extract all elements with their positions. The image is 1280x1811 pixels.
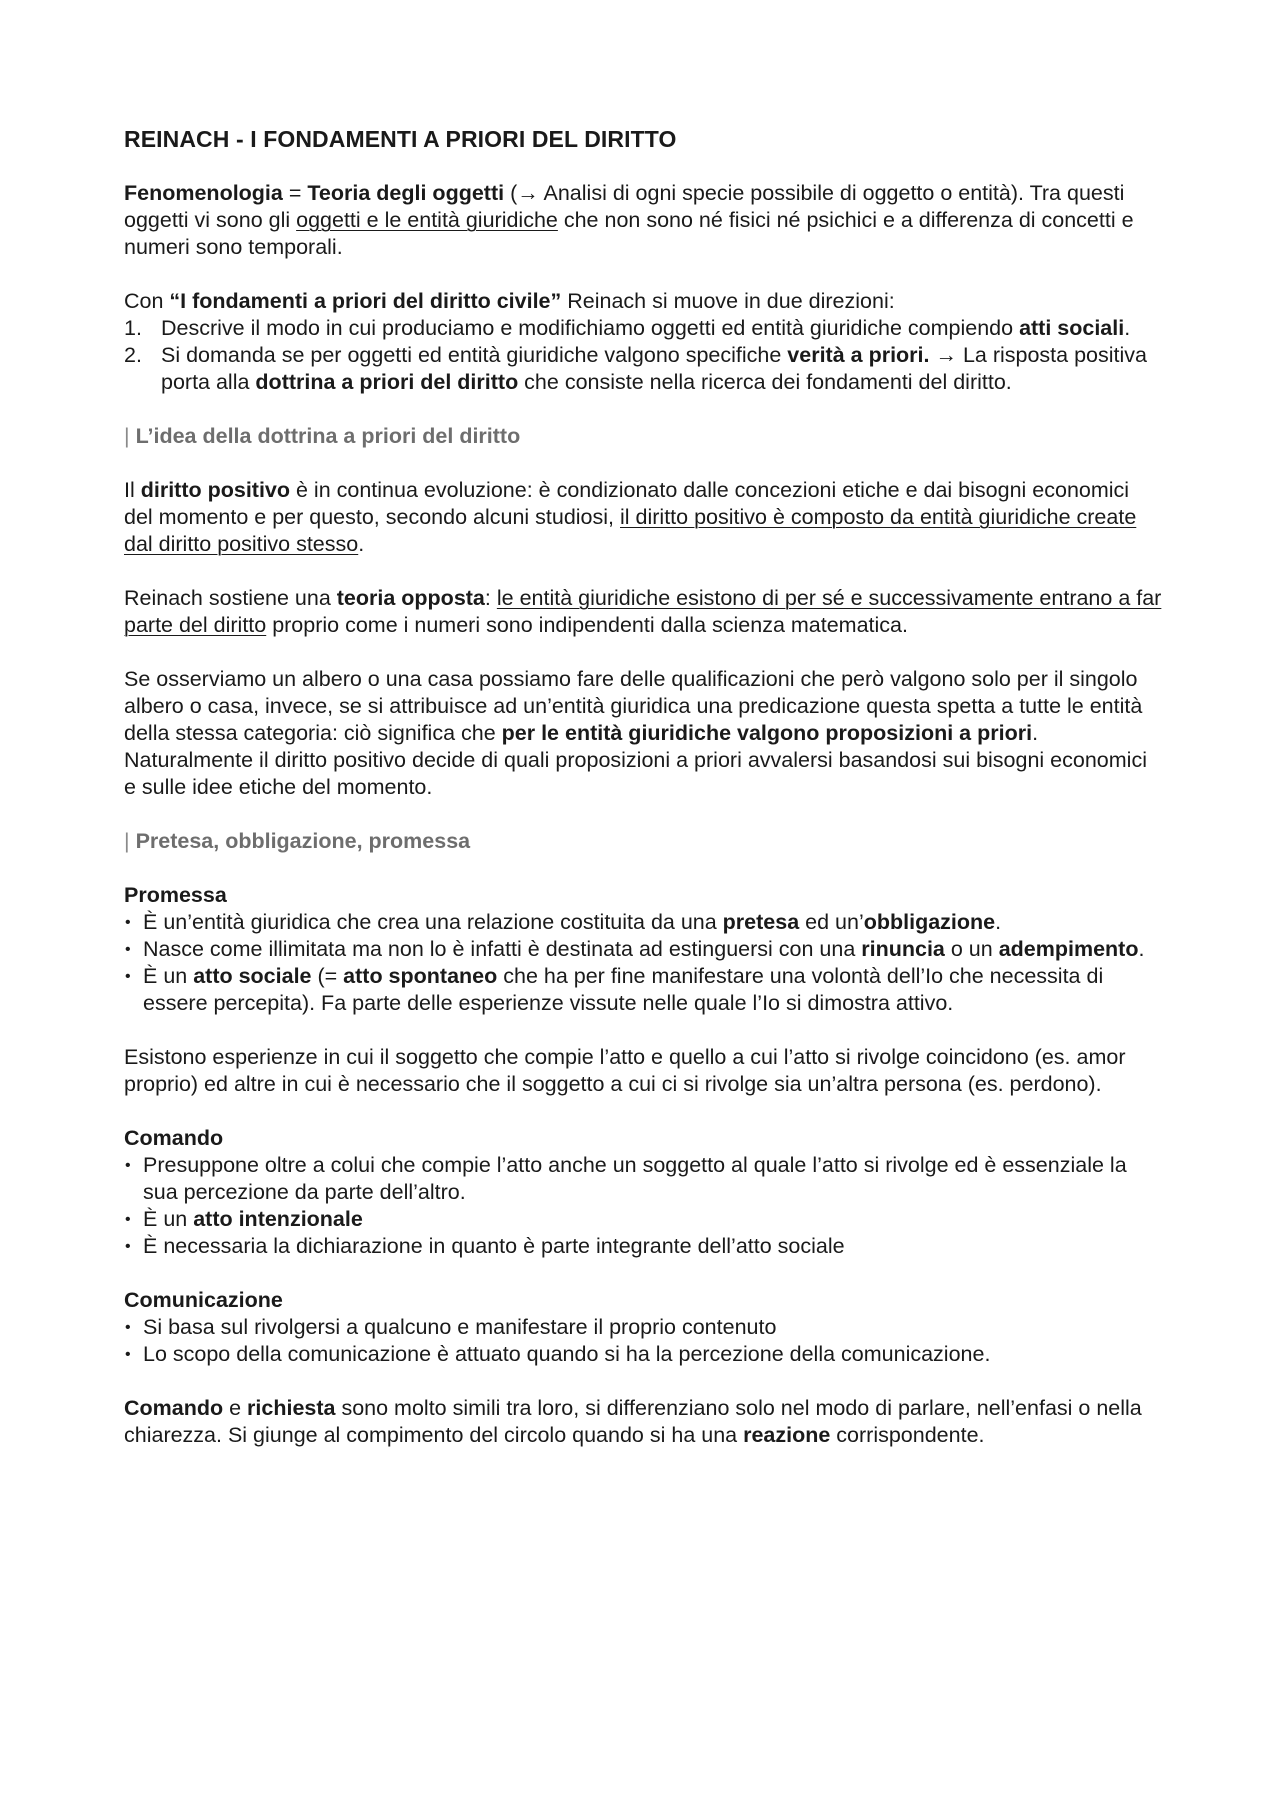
bold-term: verità a priori. [787, 343, 930, 367]
subsection-title-comando: Comando [124, 1126, 224, 1150]
bold-term: adempimento [998, 937, 1139, 961]
text: Reinach sostiene una [124, 586, 337, 610]
bold-term: richiesta [247, 1396, 336, 1420]
bold-term: atti sociali [1019, 316, 1125, 340]
text: → La risposta positiva porta alla [161, 343, 1147, 394]
bold-term: atto spontaneo [343, 964, 498, 988]
text: . [1124, 316, 1131, 340]
paragraph [124, 1395, 1162, 1449]
text: Si domanda se per oggetti ed entità giuridiche valgono specifiche [161, 343, 788, 367]
bullet-icon: • [125, 1211, 131, 1228]
bold-term: pretesa [722, 910, 800, 934]
underlined-phrase: le entità giuridiche esistono di per sé e successivamente entrano a far parte del diritto [124, 586, 1162, 637]
list-item [124, 909, 1162, 936]
term-fenomenologia: Fenomenologia [124, 181, 283, 205]
section-heading-text: Pretesa, obbligazione, promessa [135, 829, 471, 853]
underlined-phrase: il diritto positivo è composto da entità giuridiche create dal diritto positivo stesso [124, 505, 1137, 556]
text: ed un’ [799, 910, 864, 934]
text: Si basa sul rivolgersi a qualcuno e manifestare il proprio contenuto [143, 1315, 777, 1339]
paragraph [124, 477, 1162, 558]
text: Lo scopo della comunicazione è attuato quando si ha la percezione della comunicazione. [143, 1342, 991, 1366]
section-heading [124, 828, 1162, 855]
text: Presuppone oltre a colui che compie l’atto anche un soggetto al quale l’atto si rivolge ed è essenziale la sua percezione da parte dell’altro. [143, 1153, 1127, 1204]
list-item [124, 342, 1162, 396]
text: che consiste nella ricerca dei fondamenti del diritto. [518, 370, 1012, 394]
section-heading [124, 423, 1162, 450]
list-item [124, 1206, 1162, 1233]
section-heading-text: L’idea della dottrina a priori del diritto [135, 424, 521, 448]
bullet-icon: • [125, 968, 131, 985]
text: È un [143, 1207, 194, 1231]
book-title: “I fondamenti a priori del diritto civile” [169, 289, 562, 313]
directions-list [124, 315, 1162, 396]
list-item [124, 1341, 1162, 1368]
text: È necessaria la dichiarazione in quanto è parte integrante dell’atto sociale [143, 1234, 845, 1258]
list-item [124, 315, 1162, 342]
comando-list [124, 1152, 1162, 1260]
bold-term: obbligazione [863, 910, 996, 934]
promessa-list [124, 909, 1162, 1017]
bold-term: reazione [743, 1423, 831, 1447]
bold-term: dottrina a priori del diritto [255, 370, 519, 394]
text: corrispondente. [830, 1423, 985, 1447]
paragraph: Esistono esperienze in cui il soggetto che compie l’atto e quello a cui l’atto si rivolge coincidono (es. amor proprio) ed altre in cui è necessario che il soggetto a cui ci si rivolge sia un’altra persona (es. perdono). [124, 1045, 1126, 1096]
bullet-icon: • [125, 1346, 131, 1363]
text: Nasce come illimitata ma non lo è infatti è destinata ad estinguersi con una [143, 937, 862, 961]
list-item [124, 1233, 1162, 1260]
subsection-title-comunicazione: Comunicazione [124, 1288, 283, 1312]
directions-intro [124, 288, 1162, 315]
bold-term: atto intenzionale [193, 1207, 363, 1231]
subsection-title-promessa: Promessa [124, 883, 227, 907]
text: . Naturalmente il diritto positivo decide di quali proposizioni a priori avvalersi basandosi sui bisogni economici e sulle idee etiche del momento. [124, 721, 1147, 799]
bullet-icon: • [125, 914, 131, 931]
bold-term: Comando [124, 1396, 224, 1420]
text: (→ Analisi di ogni specie possibile di oggetto o entità). Tra questi oggetti vi sono gli [124, 181, 1125, 232]
text: è in continua evoluzione: è condizionato dalle concezioni etiche e dai bisogni economici del momento e per questo, secondo alcuni studiosi, [124, 478, 1130, 529]
list-item [124, 963, 1162, 1017]
comunicazione-list [124, 1314, 1162, 1368]
text: che non sono né fisici né psichici e a differenza di concetti e numeri sono temporali. [124, 208, 1134, 259]
bold-term: rinuncia [861, 937, 945, 961]
bullet-icon: • [125, 1319, 131, 1336]
paragraph [124, 666, 1162, 801]
bold-term: diritto positivo [140, 478, 291, 502]
list-item [124, 1314, 1162, 1341]
text: . [1138, 937, 1145, 961]
text: Con [124, 289, 170, 313]
text: = [282, 181, 308, 205]
text: Descrive il modo in cui produciamo e modifichiamo oggetti ed entità giuridiche compiendo [161, 316, 1020, 340]
text: (= [311, 964, 344, 988]
paragraph [124, 585, 1162, 639]
text: È un’entità giuridica che crea una relazione costituita da una [143, 910, 723, 934]
term-teoria-oggetti: Teoria degli oggetti [307, 181, 505, 205]
intro-paragraph [124, 180, 1162, 261]
text: Se osserviamo un albero o una casa possiamo fare delle qualificazioni che però valgono solo per il singolo albero o casa, invece, se si attribuisce ad un’entità giuridica una predicazione questa spetta a tutte le entità della stessa categoria: ciò significa che [124, 667, 1143, 745]
text: È un [143, 964, 194, 988]
bold-term: atto sociale [193, 964, 312, 988]
text: o un [944, 937, 999, 961]
list-number: 1. [124, 316, 142, 340]
text: . [358, 532, 365, 556]
bullet-icon: • [125, 1238, 131, 1255]
text: : [484, 586, 497, 610]
list-item [124, 1152, 1162, 1206]
text: Reinach si muove in due direzioni: [561, 289, 895, 313]
text: e [223, 1396, 248, 1420]
bold-term: per le entità giuridiche valgono proposizioni a priori [501, 721, 1033, 745]
text: che ha per fine manifestare una volontà dell’Io che necessita di essere percepita). Fa parte delle esperienze vissute nelle quale l’Io si dimostra attivo. [143, 964, 1104, 1015]
section-bar: | [124, 829, 136, 853]
text: . [995, 910, 1002, 934]
document-title: REINACH - I FONDAMENTI A PRIORI DEL DIRITTO [124, 126, 677, 152]
text: proprio come i numeri sono indipendenti dalla scienza matematica. [266, 613, 908, 637]
text: Il [124, 478, 141, 502]
section-bar: | [124, 424, 136, 448]
bullet-icon: • [125, 1157, 131, 1174]
list-item [124, 936, 1162, 963]
text: sono molto simili tra loro, si differenziano solo nel modo di parlare, nell’enfasi o nella chiarezza. Si giunge al compimento del circolo quando si ha una [124, 1396, 1142, 1447]
list-number: 2. [124, 343, 142, 367]
underlined-phrase: oggetti e le entità giuridiche [296, 208, 558, 232]
bullet-icon: • [125, 941, 131, 958]
bold-term: teoria opposta [336, 586, 485, 610]
